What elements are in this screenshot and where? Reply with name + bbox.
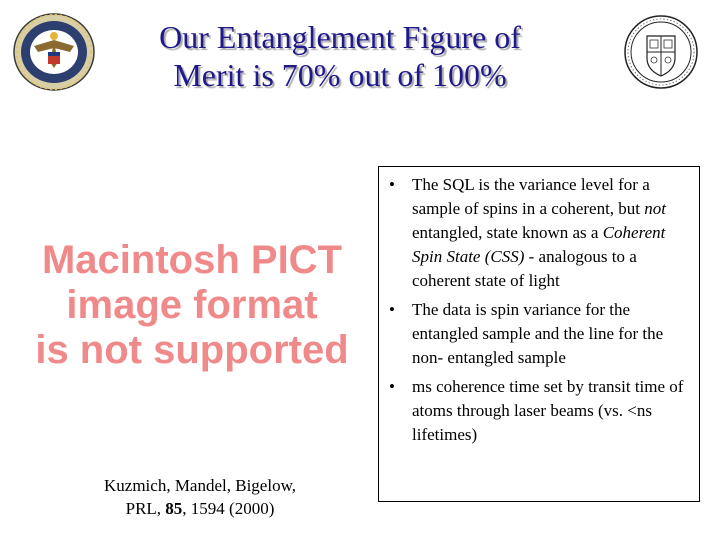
bullet-text-part: The SQL is the variance level for a sample of spins in a coherent, but bbox=[412, 175, 650, 218]
citation-authors: Kuzmich, Mandel, Bigelow, bbox=[104, 476, 296, 495]
department-of-defense-seal-icon bbox=[12, 12, 96, 92]
unsupported-image-placeholder bbox=[22, 238, 362, 373]
bullet-text-part: - analogous to a coherent state of light bbox=[412, 247, 637, 290]
placeholder-line-1: Macintosh PICT bbox=[41, 238, 343, 282]
citation-volume: 85 bbox=[165, 499, 183, 518]
university-seal-icon bbox=[622, 14, 700, 90]
bullet-item bbox=[389, 298, 691, 370]
bullet-item bbox=[389, 375, 691, 447]
bullet-italic-text: Coherent Spin State (CSS) bbox=[412, 223, 666, 266]
bullet-list bbox=[378, 166, 700, 502]
citation-journal: PRL, bbox=[125, 499, 166, 518]
bullet-mark: • bbox=[389, 175, 395, 194]
placeholder-line-3: is not supported bbox=[35, 328, 349, 372]
bullet-mark: • bbox=[389, 377, 395, 396]
slide-title bbox=[110, 18, 570, 94]
bullet-text bbox=[412, 173, 691, 293]
bullet-text: ms coherence time set by transit time of atoms through laser beams (vs. <ns lifetimes) bbox=[412, 377, 684, 444]
title-line-1: Our Entanglement Figure of bbox=[159, 19, 521, 55]
bullet-italic-text: not bbox=[644, 199, 667, 218]
title-line-2: Merit is 70% out of 100% bbox=[173, 57, 507, 93]
placeholder-line-2: image format bbox=[66, 283, 318, 327]
bullet-text: The data is spin variance for the entangled sample and the line for the non- entangled sample bbox=[412, 300, 664, 367]
citation bbox=[40, 474, 360, 520]
citation-pages: , 1594 (2000) bbox=[182, 499, 275, 518]
citation-reference bbox=[40, 497, 360, 520]
bullet-text-part: entangled, state known as a bbox=[412, 223, 603, 242]
bullet-mark: • bbox=[389, 300, 395, 319]
bullet-item bbox=[389, 173, 691, 293]
